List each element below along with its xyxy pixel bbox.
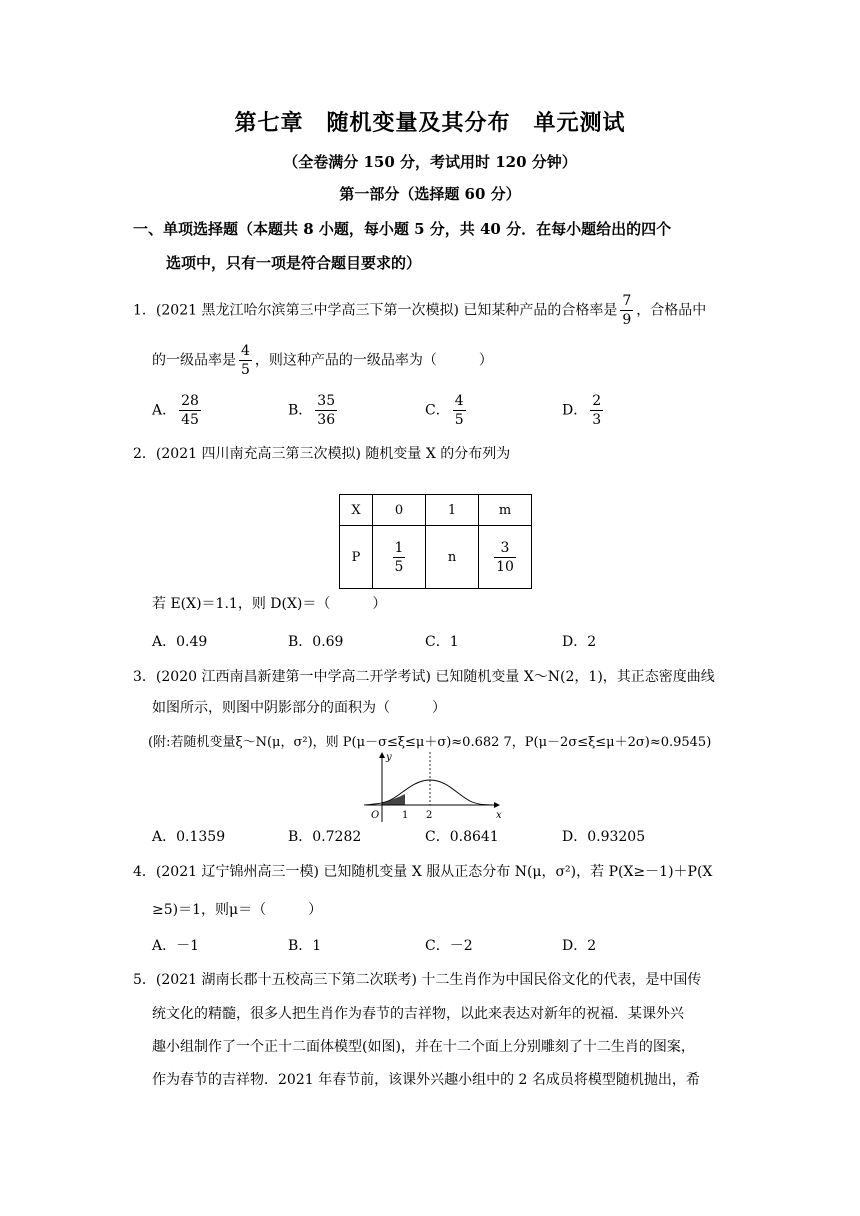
question-text: (2020 江西南昌新建第一中学高二开学考试) 已知随机变量 X～N(2，1)，其正态密度曲线 [155,669,715,685]
option-a[interactable]: A．0.1359 [152,829,226,845]
exam-info: （全卷满分 150 分，考试用时 120 分钟） [283,153,577,171]
question-2 [133,443,510,463]
option-d[interactable]: D． $\frac{2}{3}$ [562,393,602,428]
table-cell: P [340,526,373,589]
question-4-cont: ≥5)＝1，则μ＝（ ） [152,902,323,918]
table-cell: 0 [373,495,426,526]
table-cell: 1 [426,495,479,526]
question-number: 3． [133,669,156,685]
question-4 [133,861,712,881]
option-b[interactable]: B．1 [288,938,322,954]
option-d[interactable]: D．0.93205 [562,829,646,845]
table-cell: $\frac{1}{5}$ [373,526,426,589]
question-3-note: (附:若随机变量ξ～N(μ，σ²)，则 P(μ－σ≤ξ≤μ＋σ)≈0.682 7，P(μ－2σ≤ξ≤μ＋2σ)≈0.9545) [148,735,712,750]
question-number: 2． [133,446,156,462]
table-cell: X [340,495,373,526]
option-c[interactable]: C．－2 [425,938,473,954]
table-cell: $\frac{3}{10}$ [479,526,532,589]
distribution-table [339,494,532,589]
question-text: (2021 辽宁锦州高三一模) 已知随机变量 X 服从正态分布 N(μ，σ²)，若 P(X≥－1)＋P(X [155,864,713,880]
option-c[interactable]: C．1 [425,634,459,650]
question-number: 4． [133,864,156,880]
shaded-region [382,794,405,805]
tick-1: 1 [402,810,409,821]
option-c[interactable]: C．0.8641 [425,829,499,845]
question-5-line: 趣小组制作了一个正十二面体模型(如图)，并在十二个面上分别雕刻了十二生肖的图案， [152,1039,695,1055]
fraction: $\frac{7}{9}$ [622,293,632,328]
option-d[interactable]: D．2 [562,634,597,650]
question-5 [133,969,701,989]
option-a[interactable]: A．－1 [152,938,200,954]
question-3 [133,666,715,686]
fraction: $\frac{4}{5}$ [241,343,250,378]
section-heading: 一、单项选择题（本题共 8 小题，每小题 5 分，共 40 分．在每小题给出的四个 [133,220,672,238]
y-arrow [379,752,385,758]
option-b[interactable]: B．0.7282 [288,829,362,845]
option-b[interactable]: B． $\frac{35}{36}$ [288,393,336,428]
question-3-cont: 如图所示，则图中阴影部分的面积为（ ） [152,700,446,716]
origin-label: O [371,810,380,821]
normal-curve-graph [360,750,505,825]
question-5-line: 作为春节的吉祥物．2021 年春节前，该课外兴趣小组中的 2 名成员将模型随机抛出，希 [152,1072,700,1088]
question-5-line: 统文化的精髓，很多人把生肖作为春节的吉祥物，以此来表达对新年的祝福．某课外兴 [152,1006,684,1022]
page-title: 第七章 随机变量及其分布 单元测试 [234,110,626,136]
option-a[interactable]: A． $\frac{28}{45}$ [152,393,199,428]
question-number: 1． [133,302,156,319]
question-text: (2021 黑龙江哈尔滨第三中学高三下第一次模拟) 已知某种产品的合格率是 [155,302,618,319]
question-1: 1．(2021 黑龙江哈尔滨第三中学高三下第一次模拟) 已知某种产品的合格率是 $\frac{7}{9}$ ，合格品中 [133,293,707,328]
option-c[interactable]: C． $\frac{4}{5}$ [425,393,464,428]
option-b[interactable]: B．0.69 [288,634,344,650]
tick-2: 2 [426,810,433,821]
option-a[interactable]: A．0.49 [152,634,208,650]
x-label: x [496,810,502,821]
question-text: (2021 湖南长郡十五校高三下第二次联考) 十二生肖作为中国民俗文化的代表，是中国传 [155,972,702,988]
y-label: y [386,752,392,763]
table-cell: m [479,495,532,526]
option-d[interactable]: D．2 [562,938,597,954]
question-text: (2021 四川南充高三第三次模拟) 随机变量 X 的分布列为 [155,446,511,462]
question-2-condition: 若 E(X)＝1.1，则 D(X)＝（ ） [152,596,387,612]
section-heading-cont: 选项中，只有一项是符合题目要求的） [166,254,422,272]
part-heading: 第一部分（选择题 60 分） [339,185,521,203]
table-cell: n [426,526,479,589]
question-1-cont: 的一级品率是 $\frac{4}{5}$ ，则这种产品的一级品率为（ ） [152,343,493,378]
question-number: 5． [133,972,156,988]
